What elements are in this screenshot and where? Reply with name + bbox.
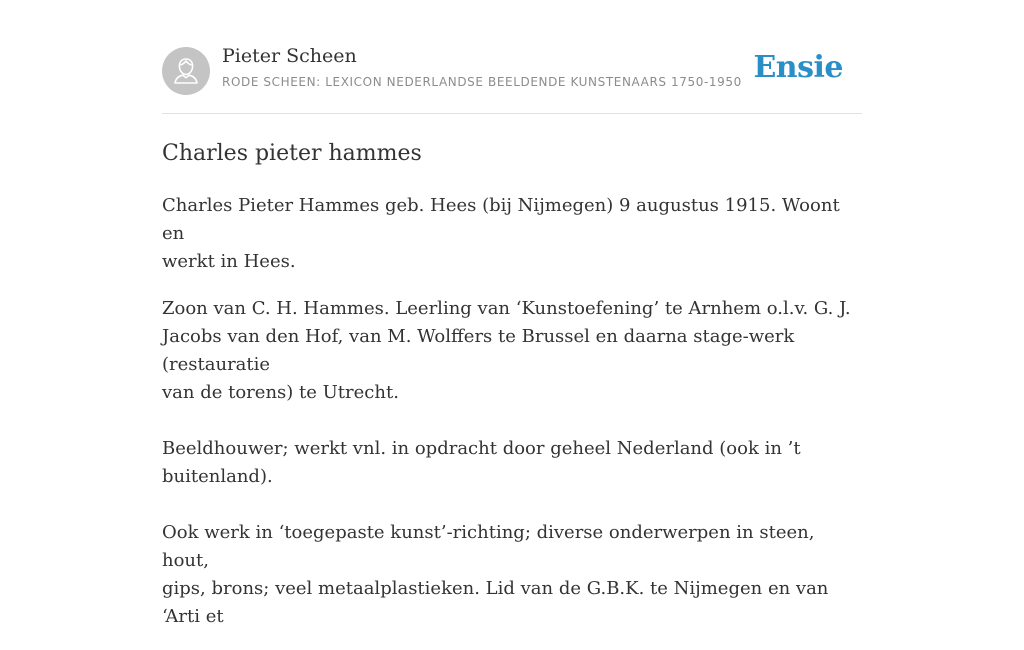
text-line: Charles Pieter Hammes geb. Hees (bij Nijmegen) 9 augustus 1915. Woont en — [162, 195, 840, 244]
text-line: werkt in Hees. — [162, 251, 296, 272]
source-label[interactable]: RODE SCHEEN: LEXICON NEDERLANDSE BEELDENDE KUNSTENAARS 1750-1950 — [222, 75, 742, 89]
text-line: buitenland). — [162, 466, 273, 487]
paragraph — [162, 192, 862, 276]
entry-header — [162, 0, 862, 114]
ensie-logo[interactable]: Ensie — [753, 50, 843, 85]
author-avatar[interactable] — [162, 47, 210, 95]
text-line: Zoon van C. H. Hammes. Leerling van ‘Kunstoefening’ te Arnhem o.l.v. G. J. — [162, 298, 851, 319]
entry-title: Charles pieter hammes — [162, 141, 422, 166]
paragraph — [162, 295, 862, 631]
user-silhouette-icon — [162, 47, 210, 95]
text-line: van de torens) te Utrecht. — [162, 382, 399, 403]
page-container — [162, 0, 862, 650]
text-line: Beeldhouwer; werkt vnl. in opdracht door geheel Nederland (ook in ’t — [162, 438, 801, 459]
text-line: Ook werk in ‘toegepaste kunst’-richting; diverse onderwerpen in steen, hout, — [162, 522, 815, 571]
entry-content — [162, 192, 862, 631]
author-name[interactable]: Pieter Scheen — [222, 45, 357, 67]
text-line: Jacobs van den Hof, van M. Wolffers te Brussel en daarna stage-werk (restauratie — [162, 326, 795, 375]
text-line: gips, brons; veel metaalplastieken. Lid van de G.B.K. te Nijmegen en van ‘Arti et — [162, 578, 829, 627]
